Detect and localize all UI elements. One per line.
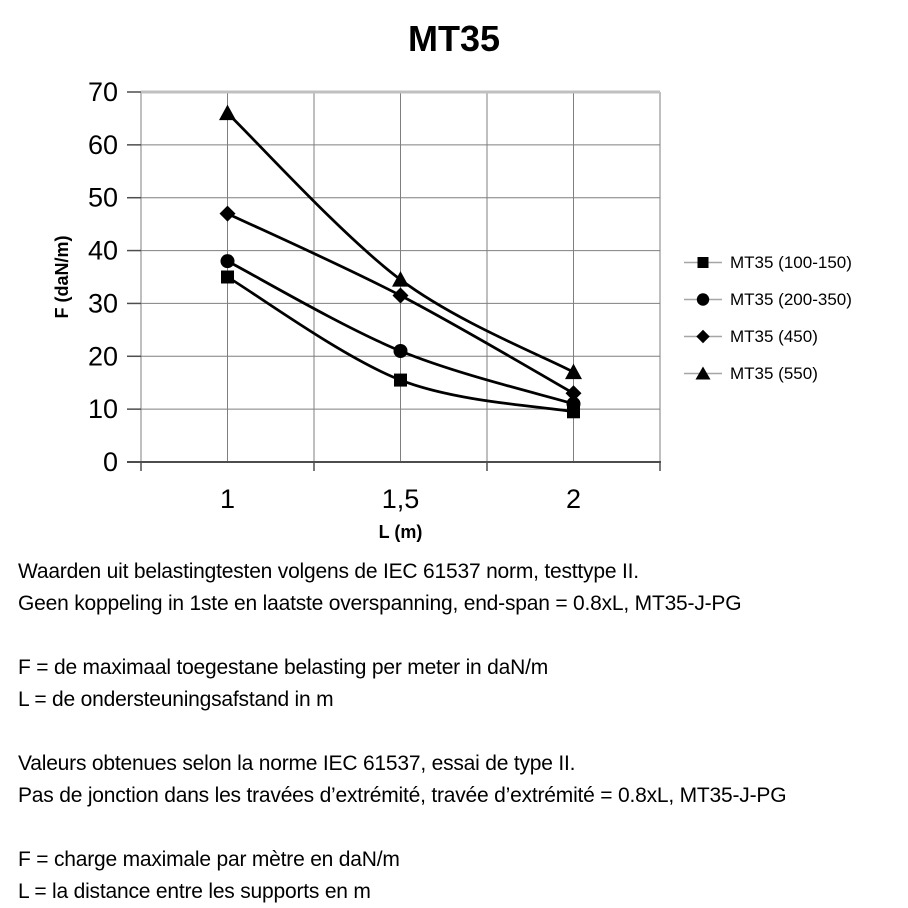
legend-item [684, 281, 852, 318]
legend-item [684, 355, 852, 392]
note-line: Waarden uit belastingtesten volgens de IEC 61537 norm, testtype II. [18, 560, 639, 583]
diamond-data-marker [393, 288, 409, 304]
square-data-marker [221, 271, 234, 284]
y-tick-label: 20 [87, 341, 118, 372]
legend [684, 244, 852, 392]
circle-data-marker [221, 254, 235, 268]
legend-item [684, 318, 852, 355]
note-line: F = charge maximale par mètre en daN/m [18, 848, 400, 871]
note-line: Valeurs obtenues selon la norme IEC 61537, essai de type II. [18, 752, 576, 775]
square-data-marker [394, 374, 407, 387]
triangle-data-marker [565, 364, 582, 380]
y-tick-label: 60 [87, 129, 118, 160]
notes-block [18, 556, 786, 908]
diamond-data-marker [566, 385, 582, 401]
y-tick-label: 0 [102, 447, 118, 477]
y-tick-label: 50 [87, 182, 118, 213]
legend-item [684, 244, 852, 281]
y-tick-label: 40 [87, 235, 118, 266]
triangle-data-marker [219, 105, 236, 121]
note-line-spacer [18, 716, 786, 748]
chart-title: MT35 [407, 18, 501, 59]
diamond-marker-icon [684, 328, 722, 345]
note-line-spacer [18, 620, 786, 652]
note-line-spacer [18, 812, 786, 844]
legend-item-label: MT35 (100-150) [730, 252, 852, 272]
legend-item-label: MT35 (200-350) [730, 289, 852, 309]
y-tick-label: 70 [87, 77, 118, 107]
note-line: Geen koppeling in 1ste en laatste overspanning, end-span = 0.8xL, MT35-J-PG [18, 592, 742, 615]
note-line: L = de ondersteuningsafstand in m [18, 688, 334, 711]
x-tick-label: 1 [219, 484, 236, 514]
x-axis-title: L (m) [378, 522, 423, 542]
note-line: Pas de jonction dans les travées d’extrémité, travée d’extrémité = 0.8xL, MT35-J-PG [18, 784, 787, 807]
note-line: L = la distance entre les supports en m [18, 880, 371, 903]
y-tick-label: 10 [87, 394, 118, 425]
circle-data-marker [394, 344, 408, 358]
square-marker-icon [684, 254, 722, 271]
x-tick-label: 2 [565, 484, 582, 514]
x-tick-label: 1,5 [381, 484, 420, 514]
legend-item-label: MT35 (550) [730, 363, 818, 383]
y-axis-title: F (daN/m) [52, 235, 72, 319]
y-tick-label: 30 [87, 288, 118, 319]
diamond-data-marker [220, 206, 236, 222]
circle-marker-icon [684, 291, 722, 308]
note-line: F = de maximaal toegestane belasting per meter in daN/m [18, 656, 549, 679]
triangle-marker-icon [684, 365, 722, 382]
legend-item-label: MT35 (450) [730, 326, 818, 346]
